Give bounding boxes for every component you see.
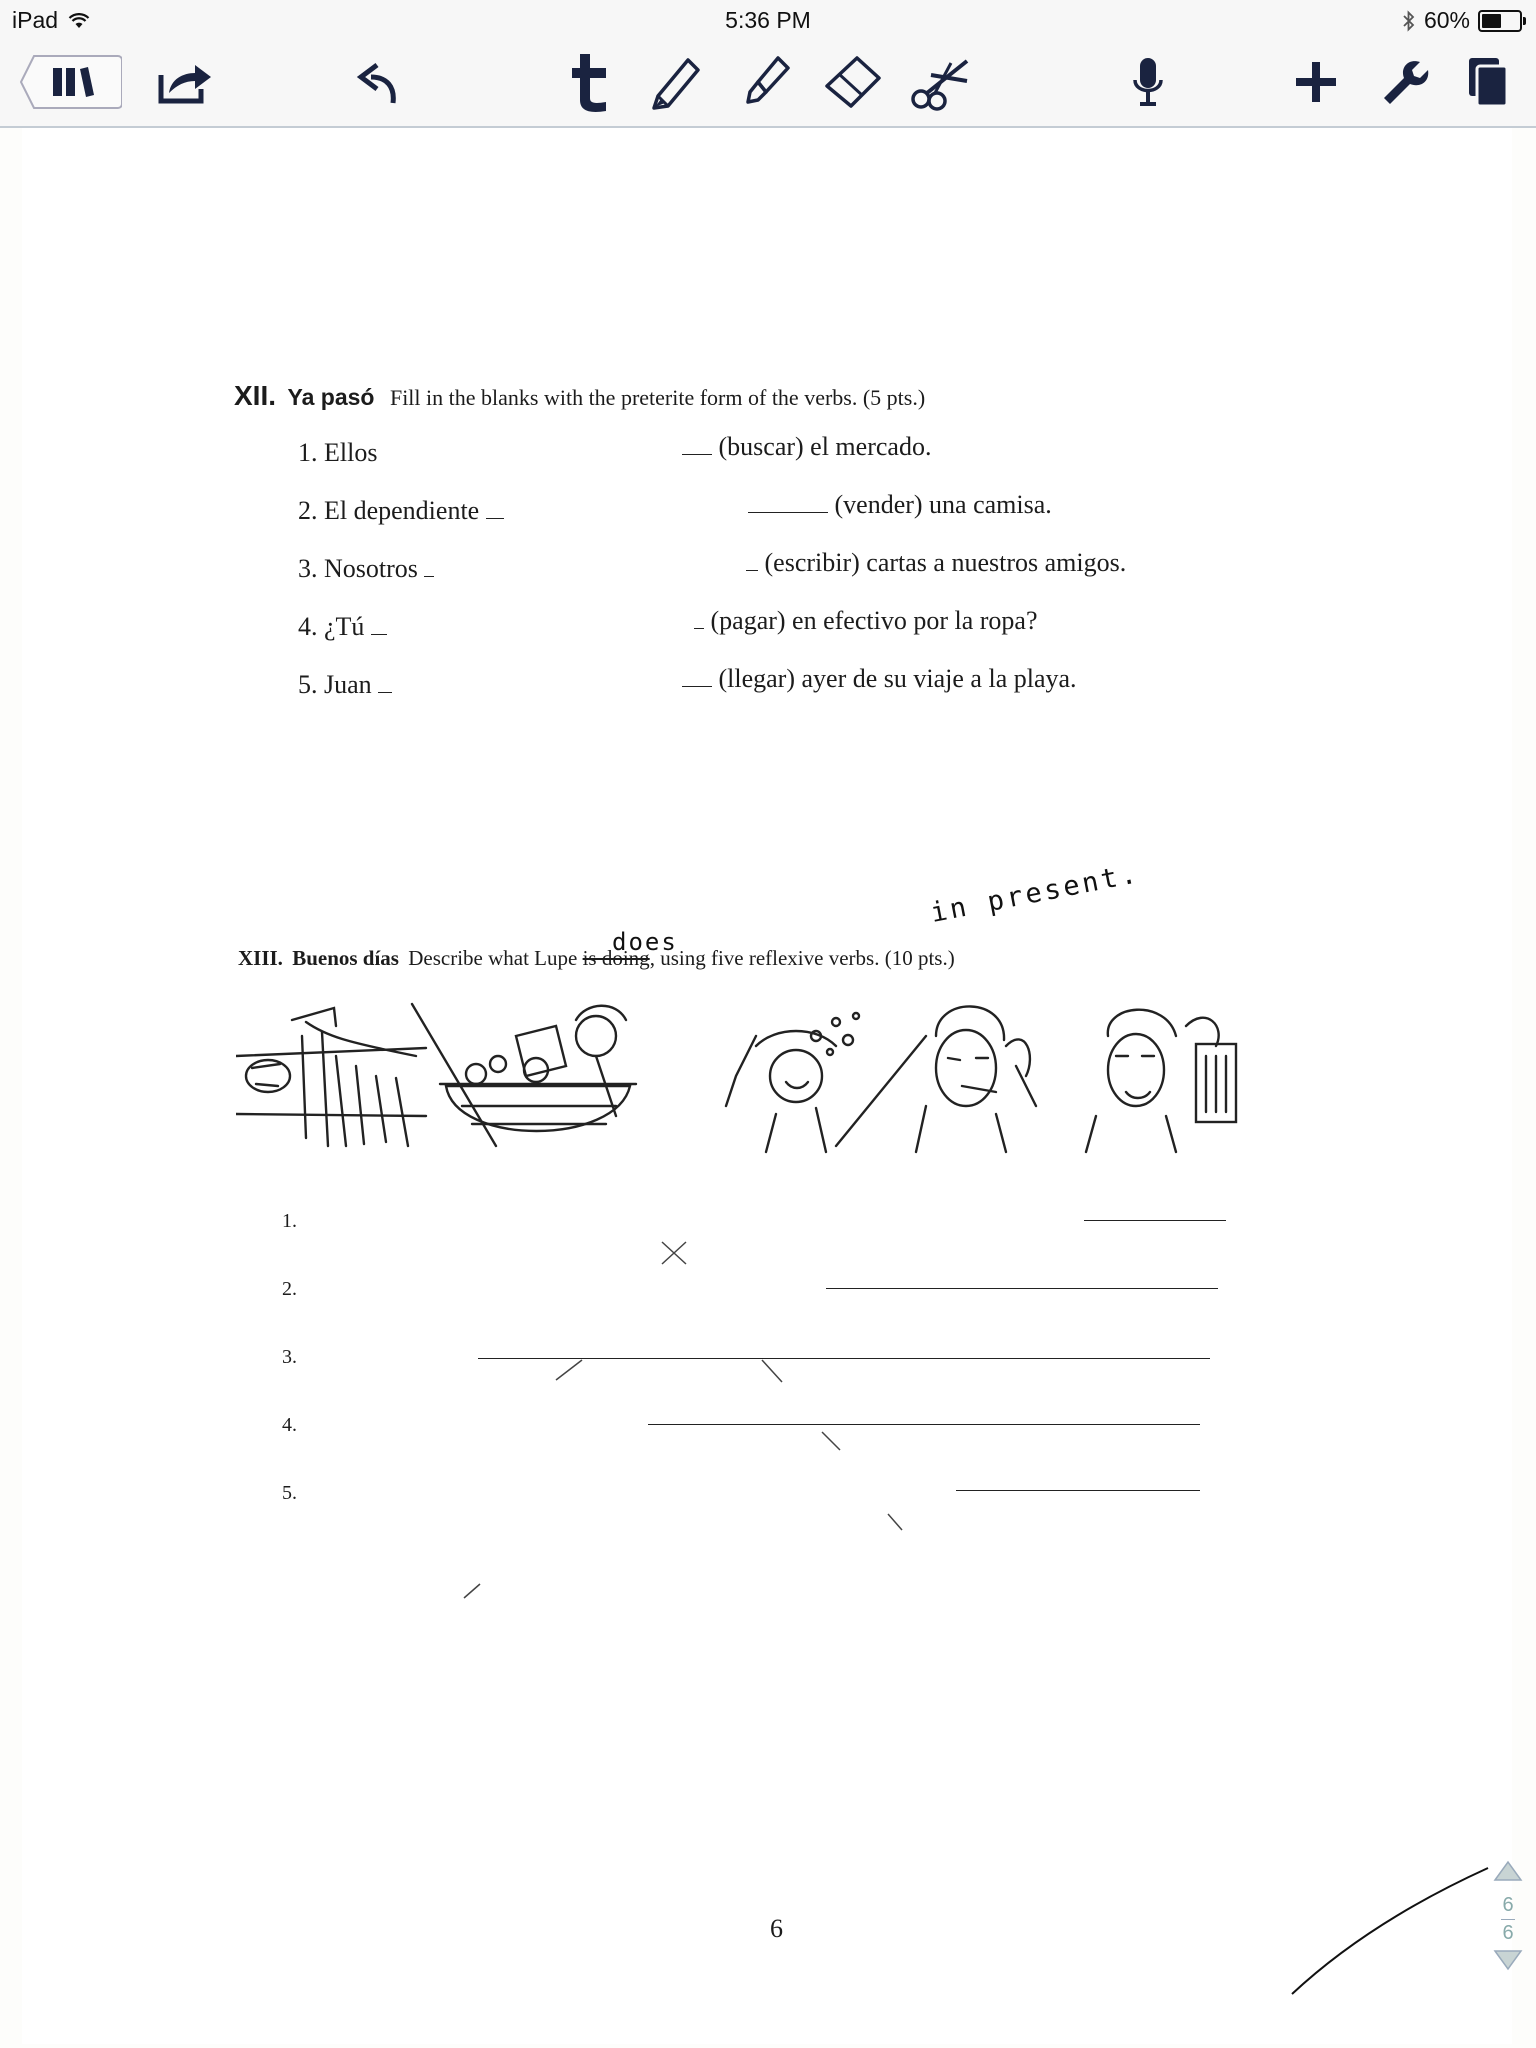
library-icon [20,54,122,110]
answer-line-3-number: 3. [282,1346,297,1368]
scissors-icon [907,51,973,113]
answer-line-2-number: 2. [282,1278,297,1300]
handwritten-insert: does [612,928,678,956]
microphone-icon [1130,54,1166,110]
highlighter-icon [734,52,794,112]
bluetooth-icon [1402,10,1416,32]
question-1: 1. Ellos [298,438,378,467]
undo-button[interactable] [350,50,406,114]
struck-text: is doing [582,946,650,970]
microphone-button[interactable] [1128,50,1168,114]
pencil-icon [646,52,706,112]
settings-button[interactable] [1376,50,1432,114]
triangle-down-icon [1493,1949,1523,1971]
device-label: iPad [12,7,90,34]
share-icon [155,57,215,107]
answer-line-4-number: 4. [282,1414,297,1436]
pages-button[interactable] [1460,50,1516,114]
question-4: 4. ¿Tú [298,612,387,642]
question-5: 5. Juan [298,670,392,700]
pen-marks [22,128,1512,2044]
toolbar [0,40,1536,128]
clock: 5:36 PM [725,7,811,33]
library-button[interactable] [20,50,122,114]
status-bar [0,0,1536,40]
triangle-up-icon [1493,1860,1523,1882]
text-icon [566,50,616,114]
scissors-tool-button[interactable] [905,50,975,114]
eraser-tool-button[interactable] [820,50,886,114]
question-1-rest: (buscar) el mercado. [682,432,931,462]
section-13-title: XIII. Buenos días Describe what Lupe is doing, using five reflexive verbs. (10 pts.) [238,946,955,970]
worksheet-page[interactable] [22,128,1512,2044]
add-icon [1292,58,1340,106]
section-12-title: XII. Ya pasó Fill in the blanks with the preterite form of the verbs. (5 pts.) [234,380,926,411]
question-4-rest: (pagar) en efectivo por la ropa? [694,606,1037,636]
current-page: 6 [1502,1894,1514,1916]
question-2-rest: (vender) una camisa. [748,490,1052,520]
answer-line-1-number: 1. [282,1210,297,1232]
battery-icon [1478,10,1522,32]
page-navigator [1488,1860,1528,1977]
page-down-button[interactable] [1488,1949,1528,1977]
question-2: 2. El dependiente [298,496,504,526]
battery-percent: 60% [1423,7,1470,33]
share-button[interactable] [150,50,220,114]
question-5-rest: (llegar) ayer de su viaje a la playa. [682,664,1077,694]
handwritten-note: in present. [928,858,1142,929]
page-up-button[interactable] [1488,1860,1528,1888]
text-tool-button[interactable] [562,50,620,114]
wrench-icon [1378,56,1430,108]
pages-icon [1463,54,1513,110]
add-button[interactable] [1290,50,1342,114]
question-3-rest: (escribir) cartas a nuestros amigos. [746,548,1126,578]
page-number: 6 [770,1914,783,1943]
answer-line-5-number: 5. [282,1482,297,1504]
total-pages: 6 [1502,1922,1514,1944]
section-12-instructions: Fill in the blanks with the preterite form of the verbs. (5 pts.) [389,385,926,410]
pencil-tool-button[interactable] [645,50,707,114]
undo-icon [353,57,403,107]
highlighter-tool-button[interactable] [733,50,795,114]
question-3: 3. Nosotros [298,554,434,584]
eraser-icon [821,52,885,112]
